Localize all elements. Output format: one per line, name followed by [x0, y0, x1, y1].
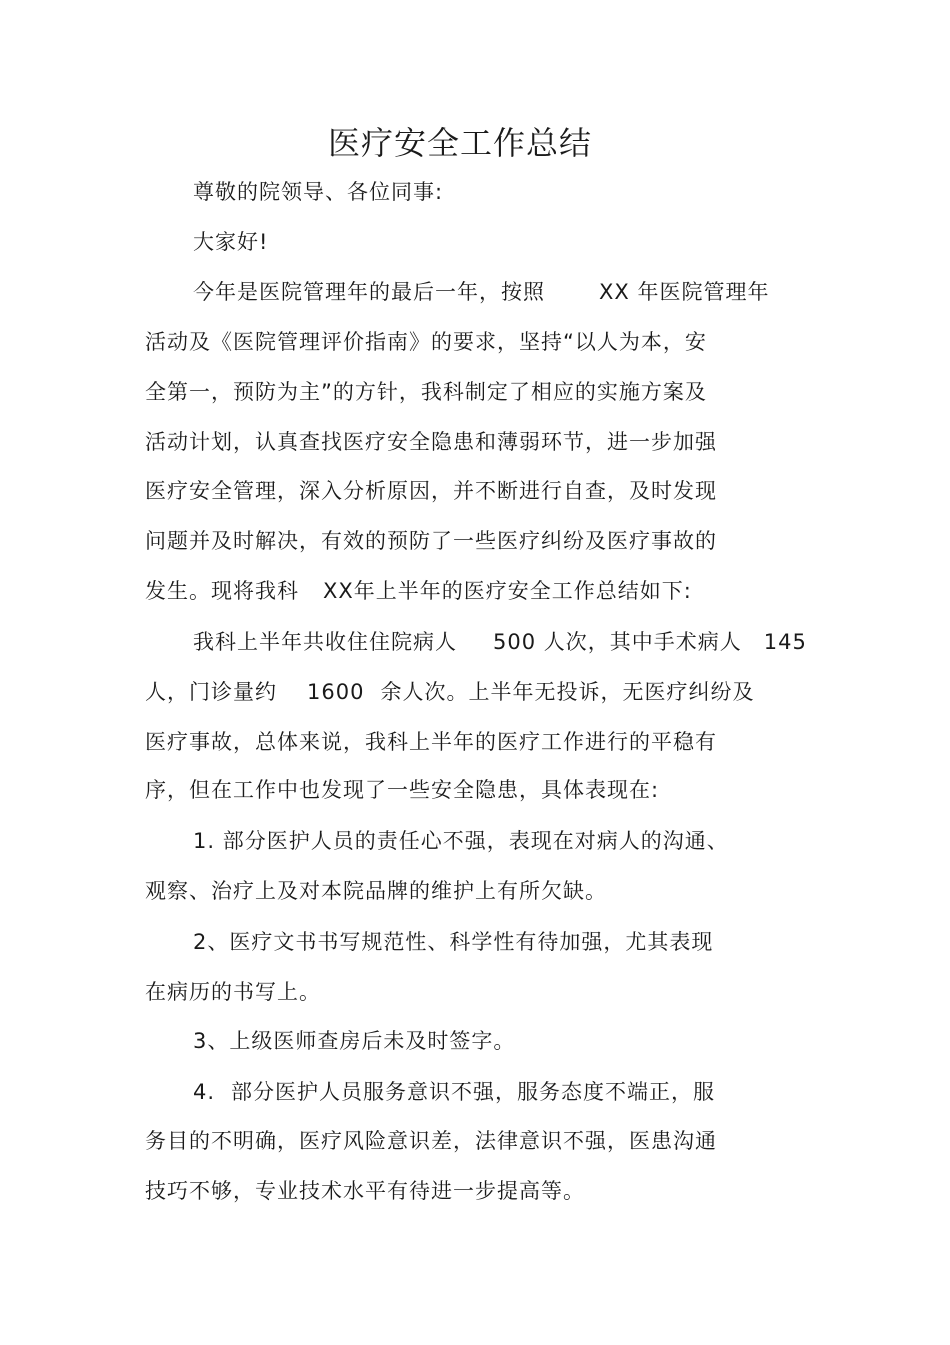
text-segment: 145 — [763, 630, 807, 654]
list-item-line: 2、医疗文书书写规范性、科学性有待加强，尤其表现 — [193, 930, 714, 954]
paragraph-line: 序，但在工作中也发现了一些安全隐患，具体表现在: — [145, 778, 660, 802]
paragraph-line — [193, 277, 769, 307]
text-segment: 发生。现将我科 — [145, 579, 299, 603]
text-segment: 我科上半年共收住住院病人 — [193, 630, 457, 654]
list-item-line: 观察、治疗上及对本院品牌的维护上有所欠缺。 — [145, 879, 607, 903]
text-segment: 1600 — [307, 680, 365, 704]
list-item-line: 3、上级医师查房后未及时签字。 — [193, 1029, 516, 1053]
text-segment: 500 人次，其中手术病人 — [493, 630, 742, 654]
salutation-line: 尊敬的院领导、各位同事: — [193, 180, 444, 204]
text-segment: XX 年医院管理年 — [599, 280, 770, 304]
list-item-line — [193, 1077, 715, 1107]
paragraph-line: 医疗安全管理，深入分析原因，并不断进行自查，及时发现 — [145, 479, 717, 503]
text-segment: 人，门诊量约 — [145, 680, 277, 704]
list-item-line: 1. 部分医护人员的责任心不强，表现在对病人的沟通、 — [193, 829, 729, 853]
list-item-line: 技巧不够，专业技术水平有待进一步提高等。 — [145, 1179, 585, 1203]
paragraph-line: 活动及《医院管理评价指南》的要求，坚持“以人为本，安 — [145, 330, 707, 354]
paragraph-line: 问题并及时解决，有效的预防了一些医疗纠纷及医疗事故的 — [145, 529, 717, 553]
text-segment: 4. — [193, 1080, 216, 1104]
paragraph-line — [193, 627, 807, 657]
paragraph-line: 活动计划，认真查找医疗安全隐患和薄弱环节，进一步加强 — [145, 430, 717, 454]
list-item-line: 在病历的书写上。 — [145, 980, 321, 1004]
text-segment: XX年上半年的医疗安全工作总结如下: — [323, 579, 692, 603]
paragraph-line — [145, 576, 692, 606]
paragraph-line: 医疗事故，总体来说，我科上半年的医疗工作进行的平稳有 — [145, 730, 717, 754]
list-item-line: 务目的不明确，医疗风险意识差，法律意识不强，医患沟通 — [145, 1129, 717, 1153]
text-segment: 部分医护人员服务意识不强，服务态度不端正，服 — [231, 1080, 716, 1104]
paragraph-line: 全第一，预防为主”的方针，我科制定了相应的实施方案及 — [145, 380, 707, 404]
document-title: 医疗安全工作总结 — [327, 124, 592, 162]
paragraph-line — [145, 677, 754, 707]
greeting-line: 大家好! — [193, 230, 269, 254]
text-segment: 余人次。上半年无投诉，无医疗纠纷及 — [380, 680, 755, 704]
text-segment: 今年是医院管理年的最后一年，按照 — [193, 280, 545, 304]
